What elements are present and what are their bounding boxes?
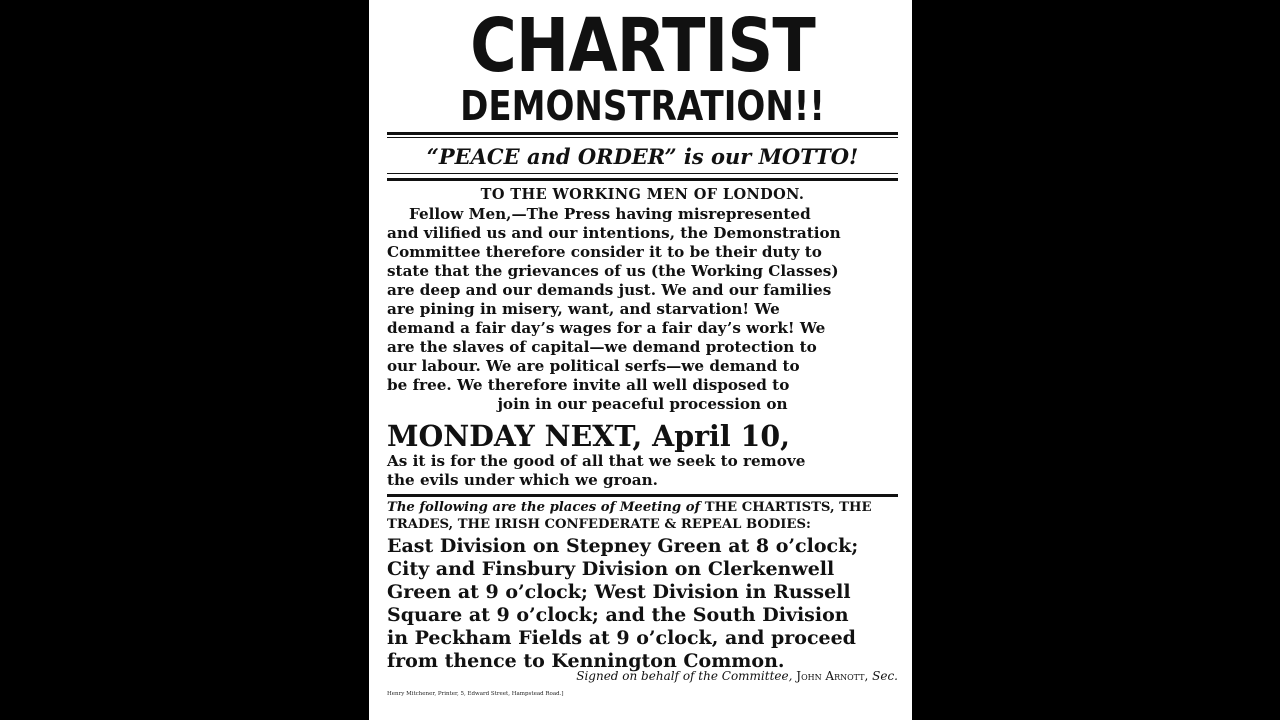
meeting-intro-line (387, 499, 898, 516)
division-line: Green at 9 o’clock; West Division in Russell (387, 581, 851, 603)
body-line: Fellow Men,—The Press having misrepresented (409, 205, 811, 223)
division-line: in Peckham Fields at 9 o’clock, and proceed (387, 627, 856, 649)
motto: “PEACE and ORDER” is our MOTTO! (426, 144, 859, 169)
meeting-intro-line: TRADES, THE IRISH CONFEDERATE & REPEAL BODIES: (387, 517, 811, 532)
meeting-intro-bodies: THE CHARTISTS, THE (700, 500, 872, 515)
signatory-title: Sec. (872, 669, 898, 683)
body-line: state that the grievances of us (the Working Classes) (387, 262, 839, 280)
chartist-poster (369, 0, 912, 720)
body-line: our labour. We are political serfs—we demand to (387, 357, 800, 375)
signed-on-behalf: Signed on behalf of the Committee, (576, 669, 793, 683)
purpose-line: the evils under which we groan. (387, 471, 658, 489)
address-body (387, 205, 898, 414)
purpose-line: As it is for the good of all that we seek to remove (387, 452, 806, 470)
division-line: East Division on Stepney Green at 8 o’clock; (387, 535, 859, 557)
purpose-text (387, 452, 898, 490)
divider-top-thick (387, 132, 898, 135)
body-line: are deep and our demands just. We and our families (387, 281, 832, 299)
body-line: demand a fair day’s wages for a fair day’s work! We (387, 319, 826, 337)
meeting-intro (387, 499, 898, 533)
poster-subtitle: DEMONSTRATION!! (460, 82, 825, 130)
body-line: and vilified us and our intentions, the Demonstration (387, 224, 841, 242)
division-line: Square at 9 o’clock; and the South Division (387, 604, 849, 626)
divider-motto-thin (387, 173, 898, 174)
meeting-intro-italic: The following are the places of Meeting of (387, 500, 701, 515)
body-line: are pining in misery, want, and starvation! We (387, 300, 780, 318)
address-heading: TO THE WORKING MEN OF LONDON. (480, 186, 805, 203)
body-line: Committee therefore consider it to be their duty to (387, 243, 822, 261)
body-line: be free. We therefore invite all well disposed to (387, 376, 790, 394)
body-line: are the slaves of capital—we demand protection to (387, 338, 817, 356)
division-list (387, 535, 898, 673)
divider-motto-thick (387, 178, 898, 181)
division-line: from thence to Kennington Common. (387, 650, 785, 672)
body-line: join in our peaceful procession on (497, 395, 788, 413)
divider-meeting (387, 494, 898, 497)
signature-line (387, 668, 898, 684)
signatory-name: John Arnott, (796, 669, 869, 683)
printer-imprint: Henry Mitchener, Printer, 5, Edward Street, Hampstead Road.] (387, 691, 564, 697)
divider-top-thin (387, 137, 898, 138)
date-headline: MONDAY NEXT, April 10, (387, 419, 790, 453)
poster-title: CHARTIST (470, 3, 815, 89)
division-line: City and Finsbury Division on Clerkenwell (387, 558, 835, 580)
